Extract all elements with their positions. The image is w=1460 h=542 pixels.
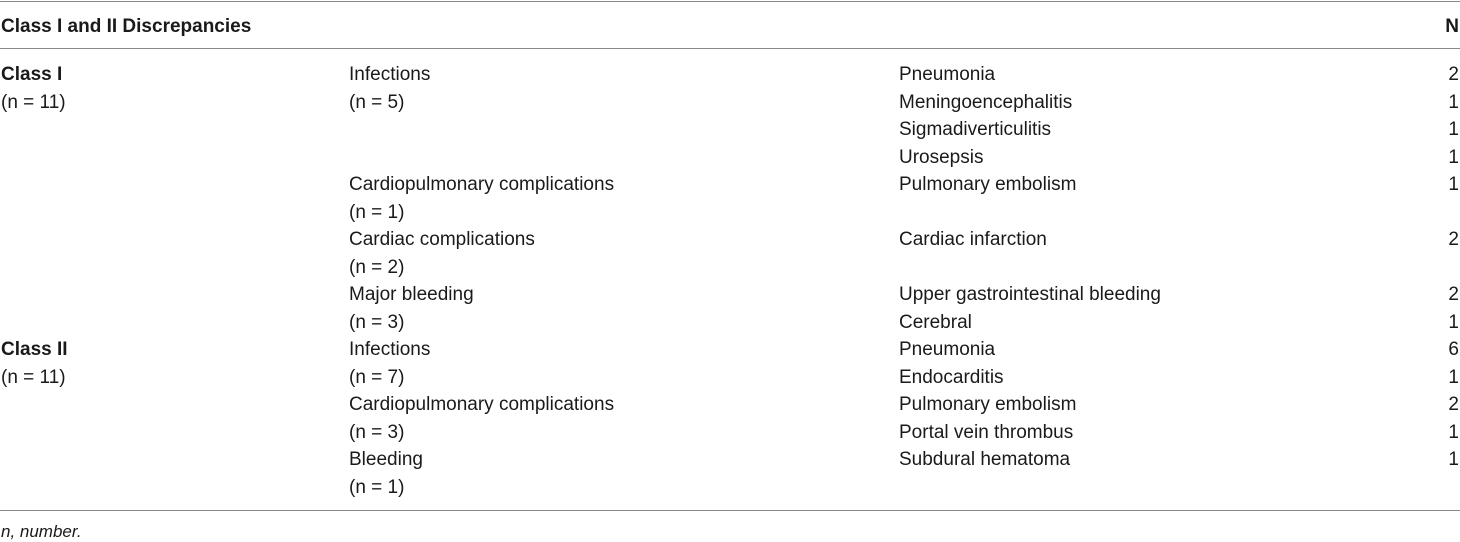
item-label: Subdural hematoma [899,449,1071,470]
item-n: 1 [1448,174,1459,195]
group-count: (n = 3) [349,311,405,333]
class1-label: Class I [1,64,63,85]
item-n: 1 [1448,311,1459,333]
group-label: Bleeding [349,449,423,470]
item-n: 6 [1448,339,1459,360]
item-n: 1 [1448,119,1459,140]
class2-label: Class II [1,339,68,360]
group-count: (n = 7) [349,366,405,388]
group-label: Infections [349,339,431,360]
item-n: 1 [1448,366,1459,388]
item-label: Pneumonia [899,64,996,85]
item-label: Upper gastrointestinal bleeding [899,284,1161,305]
item-label: Urosepsis [899,146,984,168]
class1-count: (n = 11) [1,91,66,113]
item-n: 2 [1448,394,1459,415]
item-label: Endocarditis [899,366,1004,388]
group-label: Major bleeding [349,284,474,305]
header-title: Class I and II Discrepancies [1,16,252,37]
item-label: Pulmonary embolism [899,394,1077,415]
item-n: 2 [1448,284,1459,305]
item-n: 1 [1448,91,1459,113]
group-label: Cardiopulmonary complications [349,394,615,415]
item-label: Sigmadiverticulitis [899,119,1052,140]
item-label: Meningoencephalitis [899,91,1073,113]
item-n: 2 [1448,229,1459,250]
item-label: Pulmonary embolism [899,174,1077,195]
item-n: 1 [1448,449,1459,470]
item-label: Pneumonia [899,339,996,360]
table-bottom-rule [0,510,1460,511]
group-count: (n = 3) [349,421,405,443]
group-count: (n = 5) [349,91,405,113]
item-label: Cardiac infarction [899,229,1047,250]
group-count: (n = 1) [349,476,405,498]
group-label: Infections [349,64,431,85]
group-label: Cardiopulmonary complications [349,174,615,195]
item-label: Portal vein thrombus [899,421,1074,443]
table-header [0,0,1460,48]
group-count: (n = 1) [349,201,405,223]
item-n: 1 [1448,421,1459,443]
footnote: n, number. [1,522,82,541]
table-header-rule [0,48,1460,49]
header-n: N [1445,16,1459,37]
class2-count: (n = 11) [1,366,66,388]
group-label: Cardiac complications [349,229,535,250]
item-label: Cerebral [899,311,972,333]
item-n: 2 [1448,64,1459,85]
group-count: (n = 2) [349,256,405,278]
item-n: 1 [1448,146,1459,168]
